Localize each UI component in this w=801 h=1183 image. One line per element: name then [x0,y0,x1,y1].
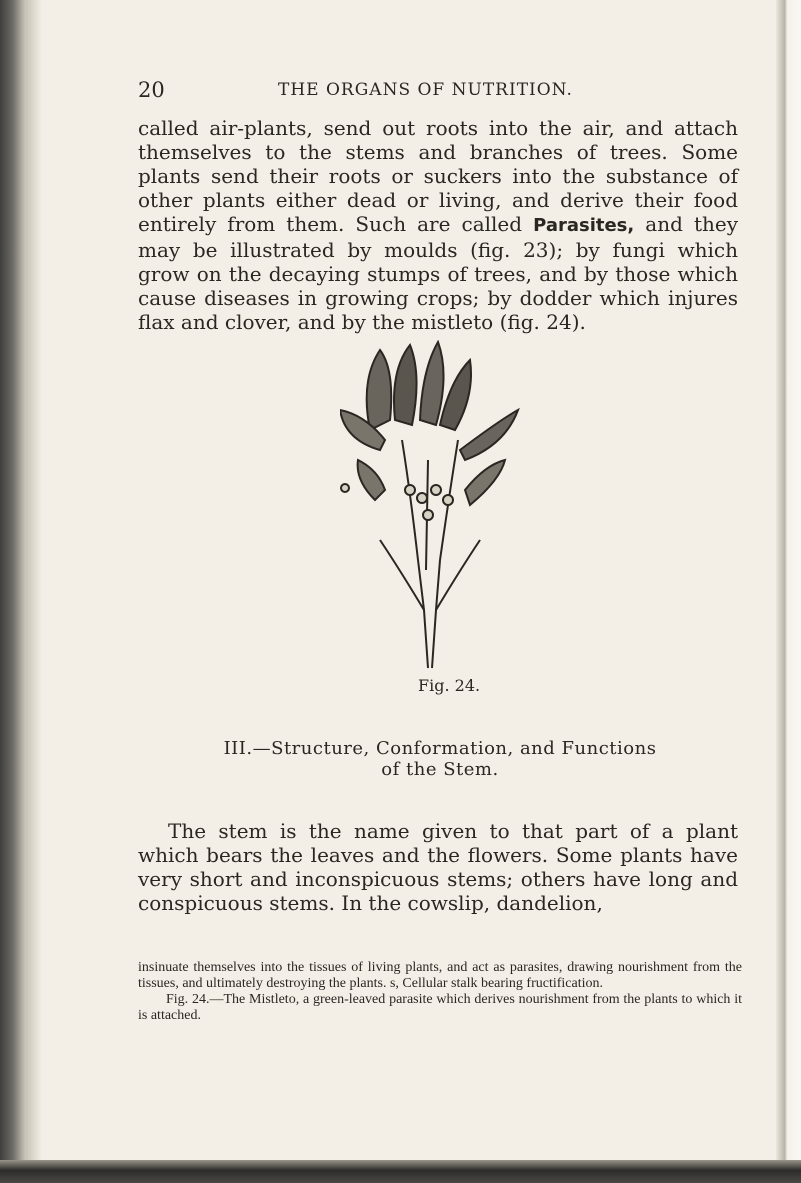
berry [423,510,433,520]
leaf [420,342,444,425]
berry [417,493,427,503]
running-title: THE ORGANS OF NUTRITION. [278,80,573,100]
figure-caption: Fig. 24. [418,676,481,695]
paragraph-text-end: and they may be illustrated by moulds (fig. 23); by fungi which grow on the decaying stumps of trees, and by those which cause diseases in growing crops; by dodder which injures flax and clover, and by the mistleto (fig. 24). [138,212,738,334]
leaf [460,410,518,460]
leaf [394,345,417,425]
berry [341,484,349,492]
berry [431,485,441,495]
paragraph-stem: The stem is the name given to that part of a plant which bears the leaves and the flowers. Some plants have very short and inconspicuous stems; others have long and conspicuous stems. In the cowslip, dandelion, [138,819,738,915]
leaf [358,460,385,500]
page-edge [776,0,801,1183]
leaf [440,360,471,430]
footnote-line-2: Fig. 24.—The Mistleto, a green-leaved parasite which derives nourishment from the plants to which it is attached. [138,992,742,1023]
heading-line-1: III.—Structure, Conformation, and Functions [223,738,657,759]
page-number: 20 [138,78,165,102]
term-parasites: Parasites, [533,215,635,236]
footnote [138,960,742,1024]
berry [443,495,453,505]
berry [405,485,415,495]
footnote-line-1: insinuate themselves into the tissues of living plants, and act as parasites, drawing nourishment from the tissues, and ultimately destroying the plants. s, Cellular stalk bearing fructification. [138,960,742,991]
leaf [465,460,505,505]
gutter-shade [26,0,42,1183]
scan-border [0,1160,801,1183]
paragraph-text-start: called air-plants, send out roots into the air, and attach themselves to the stems and branches of trees. Some plants send their roots or suckers into the substance of other plants either dead or living, and derive their food entirely from them. Such are called [138,116,738,236]
leaf [367,350,392,430]
mistletoe-illustration [340,340,520,670]
binding-shadow [0,0,26,1183]
stalk [418,560,440,668]
paragraph-parasites [138,116,738,334]
heading-line-2: of the Stem. [381,759,499,780]
section-heading [138,738,742,780]
